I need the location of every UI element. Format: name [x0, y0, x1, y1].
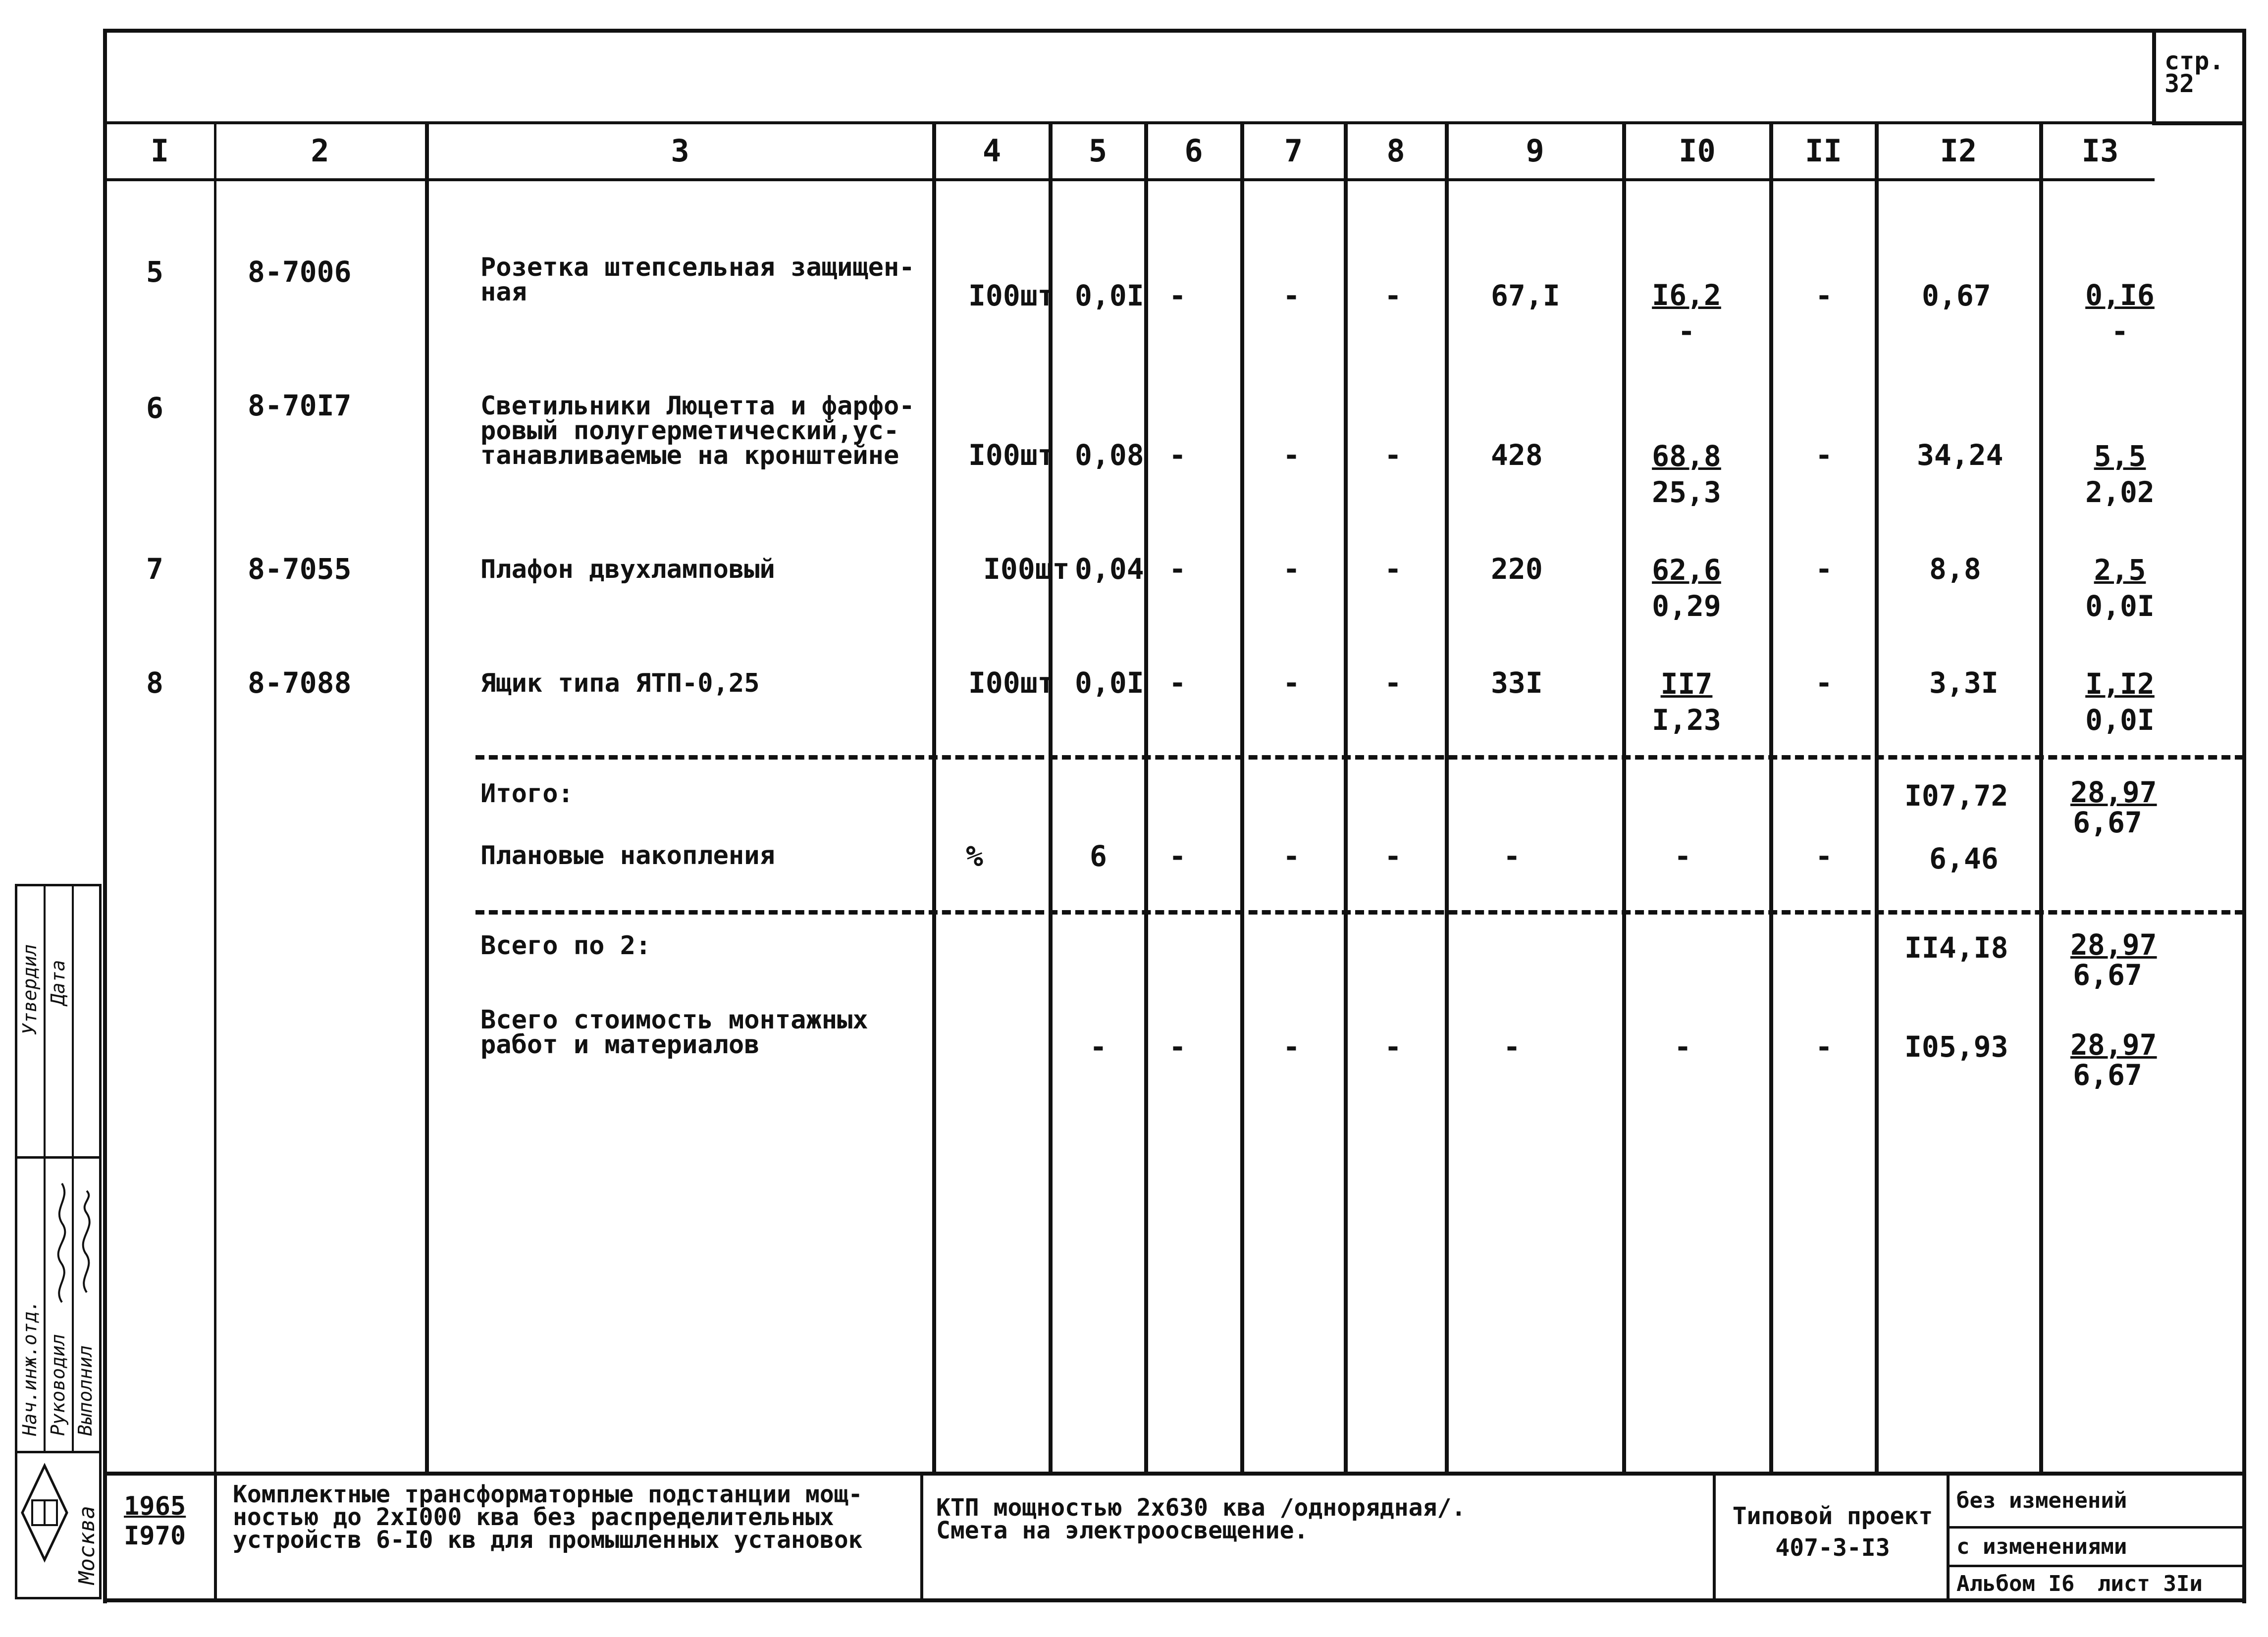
side-stamp-col-2 [72, 884, 74, 1453]
row-8-desc: Ящик типа ЯТП-0,25 [480, 668, 760, 698]
tb-sep-3 [1713, 1473, 1716, 1601]
col-header-9: 9 [1526, 133, 1544, 169]
col-header-6: 6 [1184, 133, 1203, 169]
col-sep-4 [1049, 123, 1053, 1475]
project-description: Комплектные трансформаторные подстанции мощ- ностью до 2хI000 ква без распределительных устройств 6-I0 кв для промышленных установок [233, 1481, 863, 1554]
row-6-c6: - [1169, 438, 1186, 472]
row-8-c9: 33I [1491, 666, 1543, 700]
nakop-c9: - [1503, 839, 1521, 873]
col-header-7: 7 [1284, 133, 1303, 169]
row-5-desc: Розетка штепсельная защищен- ная [480, 253, 915, 307]
tb-sep-1 [214, 1473, 217, 1601]
row-8-c13: $\frac{I,I2}{0,0I}$ [2085, 667, 2155, 737]
nakop-qty: 6 [1090, 839, 1107, 873]
row-5-c12: 0,67 [1922, 279, 1991, 312]
frame-right [2242, 29, 2246, 1603]
row-5-c11: - [1815, 279, 1833, 312]
row-6-c10: $\frac{68,8}{25,3}$ [1652, 439, 1721, 509]
typical-project: Типовой проект 407-3-I3 [1732, 1502, 1933, 1562]
nakop-c12: 6,46 [1929, 842, 1999, 875]
vsego-c7: - [1283, 1030, 1300, 1064]
row-7-c8: - [1384, 552, 1402, 586]
row-5-num: 5 [146, 255, 163, 289]
row-7-num: 7 [146, 552, 163, 586]
col-header-4: 4 [982, 133, 1002, 169]
row-6-c9: 428 [1491, 438, 1543, 472]
vsego-label: Всего стоимость монтажных работ и материалов [480, 1005, 868, 1060]
frame-left [103, 29, 107, 1603]
vsego-c11: - [1815, 1030, 1833, 1064]
row-8-c12: 3,3I [1929, 666, 1999, 700]
page-box-bottom [2152, 121, 2244, 125]
header-bottom-line [104, 178, 2155, 181]
col-sep-5 [1144, 123, 1148, 1475]
row-7-c12: 8,8 [1929, 552, 1981, 586]
album-sheet: Альбом I6 лист 3Iи [1956, 1571, 2203, 1596]
row-6-desc: Светильники Люцетта и фарфо- ровый полугерметический,ус- танавливаемые на кронштейне [480, 391, 915, 470]
col-sep-1 [214, 123, 216, 1475]
col-sep-6 [1240, 123, 1244, 1475]
signature-2 [74, 1188, 99, 1297]
col-sep-11 [1875, 123, 1879, 1475]
row-6-num: 6 [146, 391, 163, 425]
row-8-c11: - [1815, 666, 1833, 700]
side-stamp-divider-1 [15, 1156, 102, 1159]
row-7-c9: 220 [1491, 552, 1543, 586]
row-8-c10: $\frac{II7}{I,23}$ [1652, 667, 1721, 737]
nakop-c10: - [1674, 839, 1691, 873]
vsego-c8: - [1384, 1030, 1402, 1064]
row-6-qty: 0,08 [1075, 438, 1144, 472]
col-sep-9 [1622, 123, 1626, 1475]
row-7-c13: $\frac{2,5}{0,0I}$ [2085, 553, 2155, 623]
row-6-unit: I00шт [968, 438, 1055, 472]
vsego-c6: - [1169, 1030, 1186, 1064]
vsego2-c13: $\frac{28,97}{6,67}$ [2070, 928, 2157, 992]
row-5-c6: - [1169, 279, 1186, 312]
tb-status-line [1948, 1526, 2244, 1529]
nakop-label: Плановые накопления [480, 841, 775, 870]
dashed-separator-1 [475, 755, 2244, 760]
row-8-qty: 0,0I [1075, 666, 1144, 700]
row-5-qty: 0,0I [1075, 279, 1144, 312]
col-header-13: I3 [2081, 133, 2119, 169]
tb-album-line [1948, 1565, 2244, 1567]
tb-sep-4 [1947, 1473, 1950, 1601]
side-org: Москва [74, 1506, 100, 1585]
row-8-c6: - [1169, 666, 1186, 700]
row-7-c6: - [1169, 552, 1186, 586]
row-7-c7: - [1283, 552, 1300, 586]
col-sep-12 [2039, 123, 2043, 1475]
vsego2-c12: II4,I8 [1904, 931, 2008, 965]
row-7-code: 8-7055 [248, 552, 352, 586]
status-unchanged: без изменений [1956, 1488, 2127, 1513]
col-header-11: II [1805, 133, 1842, 169]
side-date: Дата [47, 960, 69, 1005]
col-sep-3 [932, 123, 936, 1475]
row-8-c7: - [1283, 666, 1300, 700]
frame-bottom [104, 1598, 2246, 1602]
row-8-unit: I00шт [968, 666, 1055, 700]
col-sep-8 [1445, 123, 1449, 1475]
title-block-top [104, 1472, 2246, 1476]
row-6-c11: - [1815, 438, 1833, 472]
side-stamp-col-1 [44, 884, 46, 1453]
tb-sep-2 [920, 1473, 923, 1601]
row-5-c7: - [1283, 279, 1300, 312]
itogo-c12: I07,72 [1904, 779, 2008, 813]
vsego-c13: $\frac{28,97}{6,67}$ [2070, 1028, 2157, 1092]
row-6-code: 8-70I7 [248, 389, 352, 422]
row-7-qty: 0,04 [1075, 552, 1144, 586]
col-header-1: I [150, 133, 169, 169]
vsego-c5: - [1090, 1030, 1107, 1064]
org-logo-icon [17, 1461, 72, 1565]
col-header-2: 2 [311, 133, 329, 169]
row-5-c13: 0,I6 - [2085, 278, 2155, 348]
row-7-c10: $\frac{62,6}{0,29}$ [1652, 553, 1721, 623]
col-header-3: 3 [671, 133, 689, 169]
row-7-desc: Плафон двухламповый [480, 555, 775, 584]
page-number: стр. 32 [2164, 47, 2224, 98]
row-6-c13: $\frac{5,5}{2,02}$ [2085, 439, 2155, 509]
col-header-5: 5 [1088, 133, 1108, 169]
sheet-description: КТП мощностью 2х630 ква /однорядная/. Смета на электроосвещение. [936, 1494, 1466, 1544]
status-changed: с изменениями [1956, 1534, 2127, 1559]
side-role-2: Руководил [47, 1334, 69, 1436]
col-sep-7 [1344, 123, 1348, 1475]
row-7-c11: - [1815, 552, 1833, 586]
col-sep-2 [425, 123, 429, 1475]
row-5-unit: I00шт [968, 279, 1055, 312]
col-header-8: 8 [1386, 133, 1405, 169]
vsego-c10: - [1674, 1030, 1691, 1064]
row-6-c8: - [1384, 438, 1402, 472]
row-7-unit: I00шт [983, 552, 1070, 586]
itogo-c13: $\frac{28,97}{6,67}$ [2070, 775, 2157, 839]
row-8-c8: - [1384, 666, 1402, 700]
row-5-c9: 67,I [1491, 279, 1560, 312]
nakop-unit: % [966, 839, 983, 873]
years: 1965 I970 [124, 1491, 186, 1551]
nakop-c6: - [1169, 839, 1186, 873]
row-8-num: 8 [146, 666, 163, 700]
row-5-c8: - [1384, 279, 1402, 312]
itogo-label: Итого: [480, 779, 574, 809]
signature-1 [47, 1178, 77, 1307]
row-8-code: 8-7088 [248, 666, 352, 700]
frame-top [104, 29, 2246, 33]
side-role-1: Нач.инж.отд. [19, 1300, 41, 1436]
col-header-10: I0 [1679, 133, 1716, 169]
row-6-c7: - [1283, 438, 1300, 472]
side-utv: Утвердил [19, 944, 41, 1035]
header-top-line [104, 121, 2155, 124]
row-5-c10: I6,2 - [1652, 278, 1721, 348]
vsego-c12: I05,93 [1904, 1030, 2008, 1064]
page-box-left [2152, 29, 2156, 125]
side-stamp-divider-2 [15, 1451, 102, 1453]
side-role-3: Выполнил [74, 1345, 96, 1436]
nakop-c8: - [1384, 839, 1402, 873]
vsego-c9: - [1503, 1030, 1521, 1064]
dashed-separator-2 [475, 910, 2244, 915]
col-header-12: I2 [1940, 133, 1977, 169]
row-5-code: 8-7006 [248, 255, 352, 289]
col-sep-10 [1769, 123, 1773, 1475]
nakop-c7: - [1283, 839, 1300, 873]
vsego2-label: Всего по 2: [480, 931, 651, 961]
row-6-c12: 34,24 [1917, 438, 2004, 472]
nakop-c11: - [1815, 839, 1833, 873]
